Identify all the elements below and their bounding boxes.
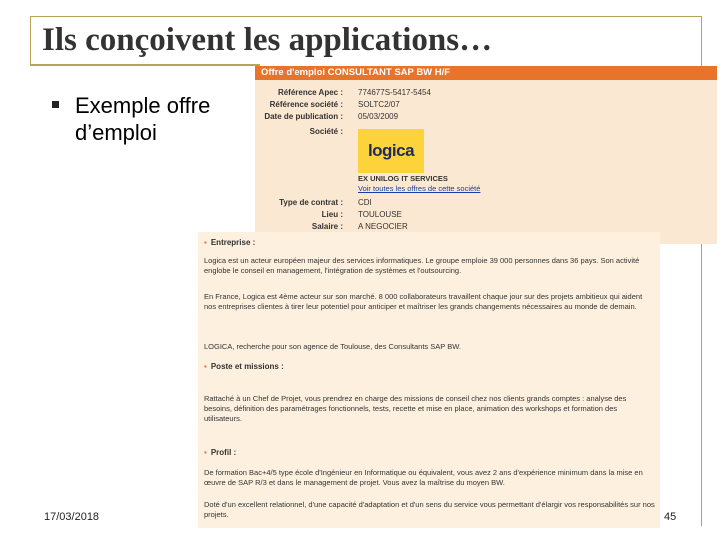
info-row-type-contrat (255, 197, 717, 209)
paragraph-entreprise-3: LOGICA, recherche pour son agence de Toulouse, des Consultants SAP BW. (204, 342, 461, 351)
section-heading-entreprise (204, 238, 255, 247)
logica-logo: logica (358, 129, 424, 173)
company-name: EX UNILOG IT SERVICES (358, 174, 448, 183)
info-row-lieu (255, 209, 717, 221)
frame-left-line (30, 16, 31, 64)
bullet-text: Exemple offre d’emploi (75, 93, 211, 145)
paragraph-profil-1: De formation Bac+4/5 type école d'Ingénieur en Informatique ou équivalent, vous avez 2 ans d'expérience minimum dans la mise en œuvre de SAP R/3 et dans le management de projet. Vous avez la maîtrise du moyen BW. (204, 468, 643, 487)
section-heading-text: Poste et missions : (210, 362, 284, 371)
section-bullet-icon: ▪ (204, 448, 207, 457)
section-heading-text: Profil : (210, 448, 237, 457)
info-label: Référence société : (269, 100, 343, 109)
paragraph-poste-1: Rattaché à un Chef de Projet, vous prendrez en charge des missions de conseil chez nos clients grands comptes : analyse des besoins, définition des paramétrages fonctionnels, tests, recette et mise en place, animation des workshops et formation des utilisateurs. (204, 394, 627, 423)
job-offer-summary (255, 66, 717, 244)
section-heading-profil (204, 448, 236, 457)
company-offers-link[interactable]: Voir toutes les offres de cette société (358, 184, 481, 193)
info-value: SOLTC2/07 (358, 100, 400, 109)
info-row-reference-apec (255, 87, 717, 99)
slide-title: Ils conçoivent les applications… (42, 22, 493, 58)
job-offer-header: Offre d'emploi CONSULTANT SAP BW H/F (255, 66, 717, 80)
title-underline (30, 64, 260, 66)
info-row-reference-societe (255, 99, 717, 111)
section-bullet-icon: ▪ (204, 362, 207, 371)
square-bullet-icon (52, 101, 59, 108)
job-offer-details (198, 232, 660, 528)
info-value: A NEGOCIER (358, 222, 408, 231)
paragraph-profil-2: Doté d'un excellent relationnel, d'une capacité d'adaptation et d'un sens du service vous permettant d'élargir vos responsabilités sur nos projets. (204, 500, 655, 519)
info-row-date-publication (255, 111, 717, 123)
info-label: Lieu : (321, 210, 343, 219)
section-heading-text: Entreprise : (210, 238, 256, 247)
info-row-societe (255, 126, 717, 138)
info-label: Salaire : (311, 222, 343, 231)
section-bullet-icon: ▪ (204, 238, 207, 247)
paragraph-entreprise-2: En France, Logica est 4ème acteur sur son marché. 8 000 collaborateurs travaillent chaque jour sur des projets ambitieux qui aident nos entreprises clientes à tirer leur potentiel pour anticiper et maîtriser les grands changements nécessaires au monde de demain. (204, 292, 643, 311)
info-label: Société : (309, 127, 343, 136)
info-value: 05/03/2009 (358, 112, 399, 121)
info-value: CDI (358, 198, 372, 207)
info-label: Type de contrat : (279, 198, 343, 207)
info-label: Date de publication : (264, 112, 343, 121)
frame-top-line (30, 16, 702, 17)
page-number: 45 (664, 511, 677, 523)
section-heading-poste (204, 362, 284, 371)
info-value: TOULOUSE (358, 210, 402, 219)
info-label: Référence Apec : (277, 88, 343, 97)
footer-date: 17/03/2018 (44, 511, 100, 523)
paragraph-entreprise-1: Logica est un acteur européen majeur des services informatiques. Le groupe emploie 39 000 personnes dans 36 pays. Son activité englobe le conseil en management, l'intégration de systèmes et l'outsourcing. (204, 256, 640, 275)
info-value: 774677S-5417-5454 (358, 88, 431, 97)
